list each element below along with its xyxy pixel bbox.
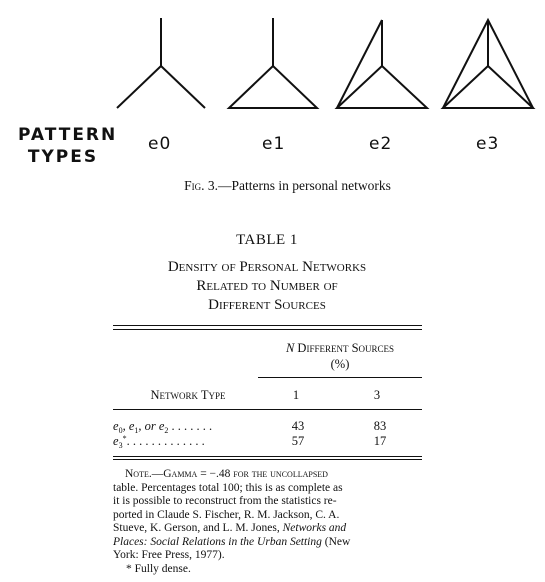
pattern-e2-diagram <box>337 20 427 108</box>
note-line-3: it is possible to reconstruct from the statistics re- <box>113 495 337 507</box>
pattern-e3-diagram <box>443 20 533 108</box>
note-italic-2: Places: Social Relations in the Urban Setting <box>113 535 322 548</box>
pattern-e0-diagram <box>117 18 205 108</box>
pattern-e2-label: e2 <box>369 134 393 154</box>
e0-edge-right <box>161 66 205 108</box>
row-leader-dots: . . . . . . . . . . . . . <box>126 434 205 448</box>
cell-value-col3: 17 <box>373 434 387 448</box>
cell-value-col1: 43 <box>291 419 305 433</box>
cell-value-col3: 83 <box>373 419 387 433</box>
table-top-rule-1 <box>113 325 422 326</box>
figure-caption-text: —Patterns in personal networks <box>218 178 391 193</box>
column-header-3: 3 <box>373 388 381 402</box>
table-footnote: * Fully dense. <box>126 563 191 575</box>
pattern-e3-label: e3 <box>476 134 500 154</box>
note-line-4: ported in Claude S. Fischer, R. M. Jackson, C. A. <box>113 508 340 521</box>
table-bottom-rule-1 <box>113 456 422 457</box>
column-group-unit: (%) <box>330 357 350 371</box>
table-title-line1: Density of Personal Networks <box>167 259 367 275</box>
column-header-1: 1 <box>292 388 300 402</box>
pattern-types-label <box>18 124 118 168</box>
row-label: $e_0$, $e_1$, or $e_2$ . . . . . . . <box>113 419 213 435</box>
table-title-line2: Related to Number of <box>196 278 338 294</box>
column-group-header-n: N <box>285 341 295 355</box>
table-row <box>113 419 422 435</box>
e2-triangle <box>337 66 427 108</box>
e1-triangle <box>229 66 317 108</box>
table-title-line3: Different Sources <box>208 297 326 313</box>
pattern-diagrams <box>0 0 545 120</box>
e3-inner-triangle <box>443 66 533 108</box>
table-note <box>113 468 425 563</box>
table-header-rule <box>113 409 422 410</box>
note-line-5: Stueve, K. Gerson, and L. M. Jones, <box>113 522 283 534</box>
table-top-rule-2 <box>113 329 422 330</box>
figure-caption <box>0 178 545 194</box>
note-italic-1: Networks and <box>282 522 347 534</box>
table-title <box>100 258 434 315</box>
note-line-6: York: Free Press, 1977). <box>113 549 225 561</box>
pattern-e1-label: e1 <box>262 134 286 154</box>
table-bottom-rule-2 <box>113 459 422 460</box>
pattern-e0-label: e0 <box>148 134 172 154</box>
column-group-header-text: Different Sources <box>294 341 395 355</box>
pattern-label-line2: TYPES <box>27 147 99 167</box>
row-label: $e_3^*$. . . . . . . . . . . . . <box>113 434 205 450</box>
note-line-1: Note.—Gamma = −.48 for the uncollapsed <box>125 468 328 480</box>
cell-value-col1: 57 <box>291 434 305 448</box>
pattern-label-line1: PATTERN <box>18 125 118 145</box>
figure-caption-prefix: Fig. 3. <box>184 178 219 193</box>
row-leader-dots: . . . . . . . <box>171 419 213 433</box>
row-header: Network Type <box>150 388 226 402</box>
table-number: TABLE 1 <box>236 232 298 248</box>
note-after-italic: (New <box>321 535 351 548</box>
column-group-header <box>258 341 422 356</box>
e0-edge-left <box>117 66 161 108</box>
pattern-e1-diagram <box>229 18 317 108</box>
e2-edge-outer-left <box>337 20 382 108</box>
note-line-2: table. Percentages total 100; this is as complete as <box>113 481 343 494</box>
column-spanner-rule <box>258 377 422 378</box>
table-row <box>113 434 422 450</box>
